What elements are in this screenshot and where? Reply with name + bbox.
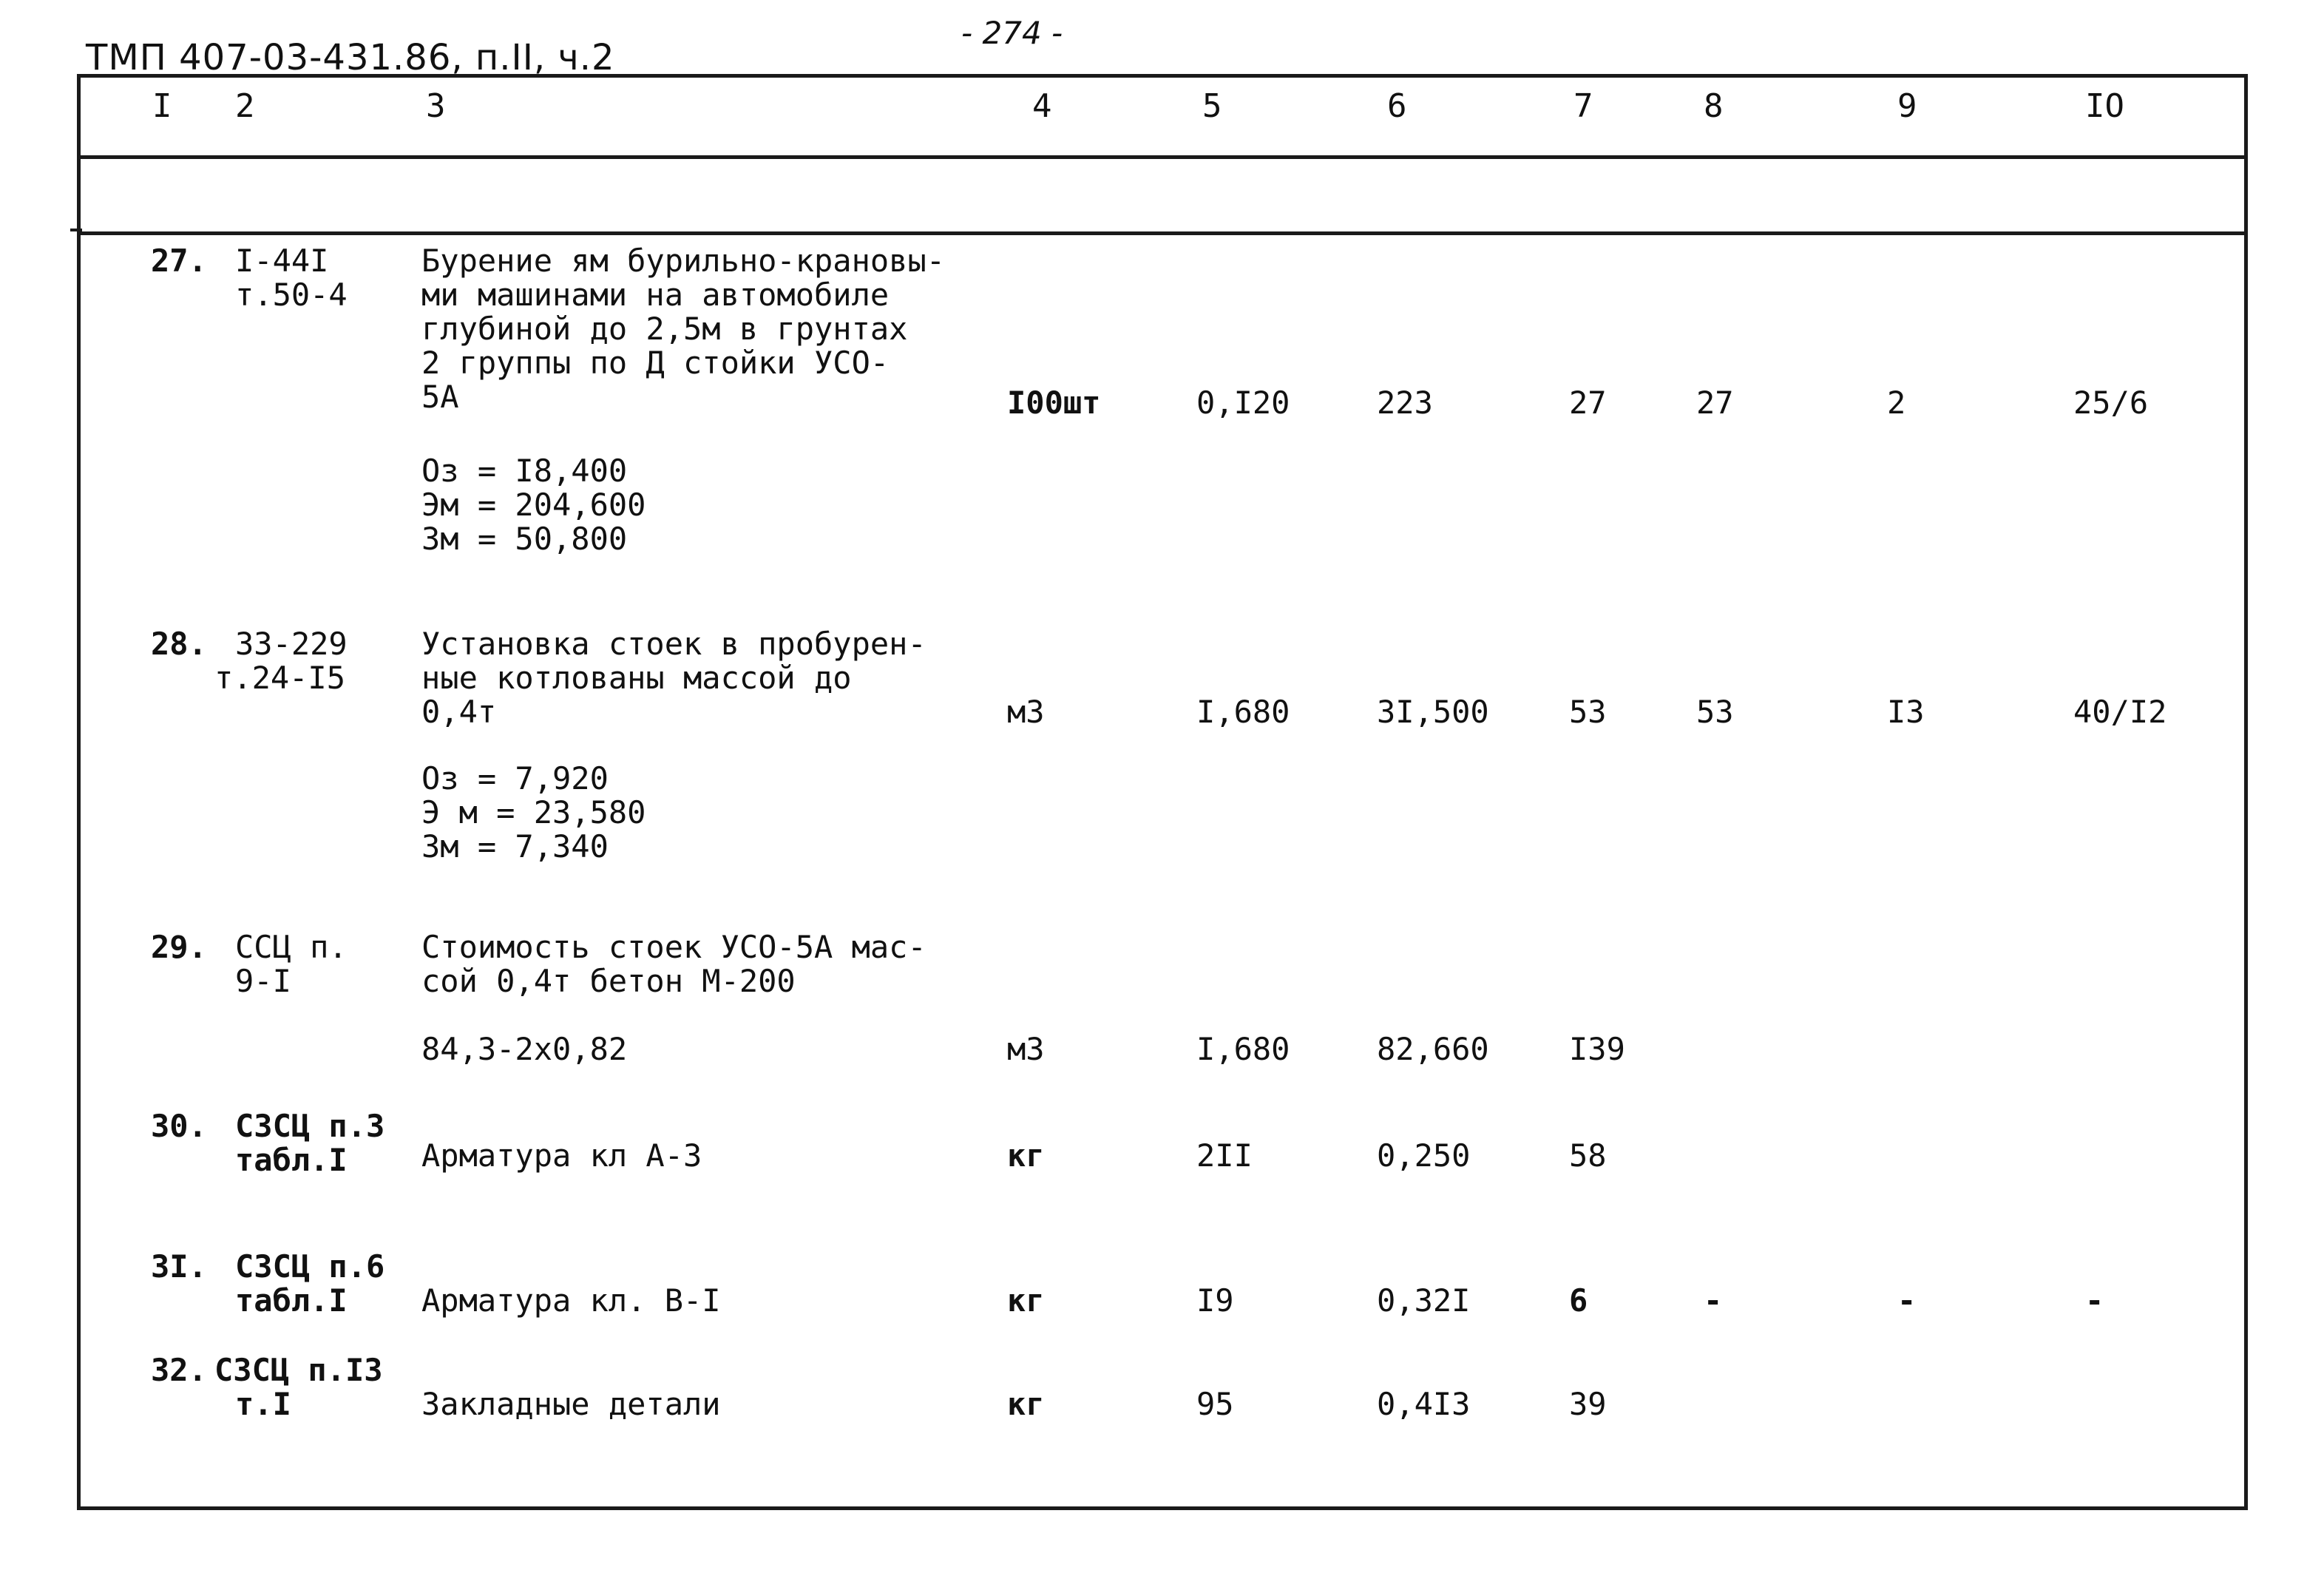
total-cost: 58: [1569, 1137, 1607, 1174]
total-cost: 27: [1569, 385, 1607, 421]
work-description: 0,4т: [421, 694, 497, 730]
quantity: I9: [1196, 1282, 1234, 1319]
quantity: I,680: [1196, 1031, 1290, 1067]
quantity: 2II: [1196, 1137, 1253, 1174]
col9-value: 2: [1887, 385, 1906, 421]
work-description: 2 группы по Д стойки УСО-: [421, 345, 890, 381]
unit-price: 3I,500: [1377, 694, 1489, 730]
rate-code: СЗСЦ п.6: [235, 1248, 385, 1285]
rate-code: т.50-4: [235, 277, 348, 313]
cost-breakdown: Э м = 23,580: [421, 794, 646, 830]
total-cost: 39: [1569, 1386, 1607, 1422]
rate-code: табл.I: [235, 1282, 348, 1319]
rate-code: ССЦ п.: [235, 929, 348, 965]
col9-value: -: [1897, 1282, 1917, 1319]
row-number: 30.: [151, 1108, 207, 1144]
col9-value: I3: [1887, 694, 1925, 730]
rate-code: т.I: [235, 1386, 291, 1422]
total-cost: 53: [1569, 694, 1607, 730]
unit: м3: [1007, 1031, 1045, 1067]
col-head-10: IO: [2085, 87, 2124, 125]
work-description: глубиной до 2,5м в грунтах: [421, 311, 908, 347]
unit-price: 0,250: [1377, 1137, 1471, 1174]
cost-breakdown: Оз = I8,400: [421, 453, 628, 489]
work-description: ми машинами на автомобиле: [421, 277, 890, 313]
cost-breakdown: 84,3-2х0,82: [421, 1031, 628, 1067]
row-number: 29.: [151, 929, 207, 965]
unit: кг: [1007, 1137, 1045, 1174]
row-number: 28.: [151, 626, 207, 662]
col-head-7: 7: [1573, 87, 1593, 125]
rate-code: 9-I: [235, 963, 291, 999]
cost-breakdown: Эм = 204,600: [421, 487, 646, 523]
col-head-9: 9: [1897, 87, 1917, 125]
estimate-sheet: [77, 74, 2248, 1510]
work-description: ные котлованы массой до: [421, 660, 852, 696]
work-description: Бурение ям бурильно-крановы-: [421, 243, 946, 279]
col-head-4: 4: [1032, 87, 1052, 125]
rule-stub: [70, 229, 82, 231]
work-description: Арматура кл А-3: [421, 1137, 702, 1174]
col8-value: 53: [1696, 694, 1734, 730]
col-head-5: 5: [1202, 87, 1222, 125]
rate-code: 33-229: [235, 626, 348, 662]
page-number: - 274 -: [961, 15, 1063, 51]
rate-code: СЗСЦ п.I3: [214, 1352, 383, 1388]
col-head-2: 2: [235, 87, 255, 125]
total-cost: I39: [1569, 1031, 1625, 1067]
work-description: сой 0,4т бетон М-200: [421, 963, 796, 999]
cost-breakdown: Оз = 7,920: [421, 760, 609, 796]
unit: м3: [1007, 694, 1045, 730]
rate-code: I-44I: [235, 243, 329, 279]
quantity: 95: [1196, 1386, 1234, 1422]
unit-price: 0,4I3: [1377, 1386, 1471, 1422]
quantity: I,680: [1196, 694, 1290, 730]
unit-price: 82,660: [1377, 1031, 1489, 1067]
col8-value: -: [1704, 1282, 1723, 1319]
cost-breakdown: Зм = 7,340: [421, 828, 609, 865]
quantity: 0,I20: [1196, 385, 1290, 421]
col-head-6: 6: [1387, 87, 1407, 125]
row-number: 32.: [151, 1352, 207, 1388]
header-rule: [81, 155, 2244, 159]
work-description: Установка стоек в пробурен-: [421, 626, 926, 662]
unit: кг: [1007, 1282, 1045, 1319]
unit-price: 0,32I: [1377, 1282, 1471, 1319]
col10-value: 40/I2: [2073, 694, 2167, 730]
work-description: Стоимость стоек УСО-5А мас-: [421, 929, 926, 965]
row-number: 3I.: [151, 1248, 207, 1285]
unit: I00шт: [1007, 385, 1101, 421]
rate-code: т.24-I5: [214, 660, 346, 696]
col10-value: 25/6: [2073, 385, 2149, 421]
col-head-1: I: [152, 87, 172, 125]
column-header-rule: [81, 231, 2244, 235]
col10-value: -: [2085, 1282, 2104, 1319]
rate-code: табл.I: [235, 1142, 348, 1178]
unit: кг: [1007, 1386, 1045, 1422]
unit-price: 223: [1377, 385, 1433, 421]
work-description: Арматура кл. В-I: [421, 1282, 721, 1319]
work-description: 5А: [421, 379, 459, 415]
total-cost: 6: [1569, 1282, 1588, 1319]
cost-breakdown: Зм = 50,800: [421, 521, 628, 557]
document-reference: ТМП 407-03-431.86, п.II, ч.2: [86, 37, 615, 78]
col-head-3: 3: [426, 87, 446, 125]
work-description: Закладные детали: [421, 1386, 721, 1422]
col8-value: 27: [1696, 385, 1734, 421]
rate-code: СЗСЦ п.3: [235, 1108, 385, 1144]
col-head-8: 8: [1704, 87, 1724, 125]
row-number: 27.: [151, 243, 207, 279]
